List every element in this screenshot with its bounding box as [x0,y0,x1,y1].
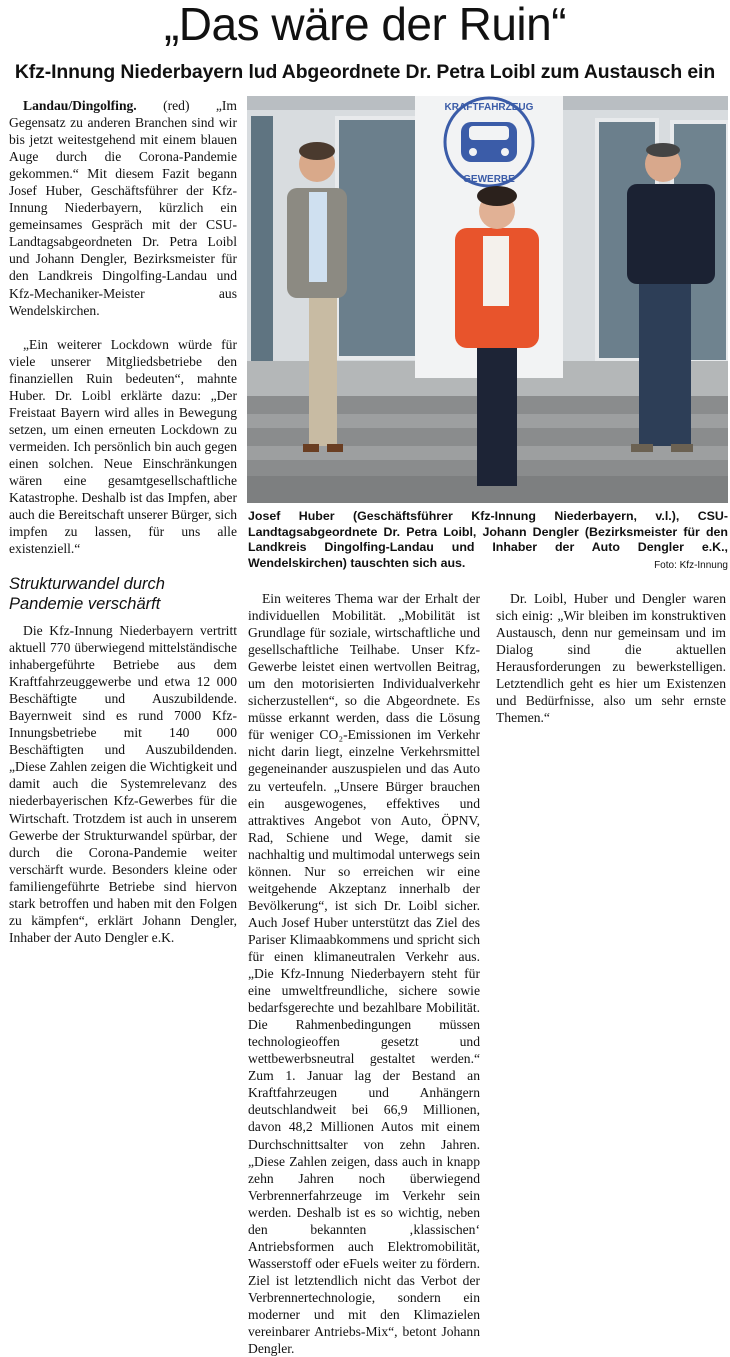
article-photo [247,96,728,503]
subheadline: Kfz-Innung Niederbayern lud Abgeordnete Dr. Petra Loibl zum Austausch ein [14,61,716,83]
crosshead: Strukturwandel durch Pandemie verschärft [9,575,165,613]
paragraph-4: Ein weiteres Thema war der Erhalt der individuellen Mobilität. „Mobilität ist Grundlage für soziale, wirtschaftliche und gesellschaftliche Teilhabe. Unser Kfz-Gewerbe leistet einen wertvollen Beitrag, um den motorisierten Individualverkehr sicherzustellen“, so die Abgeordnete. Es müsse erkannt werden, dass die Lösung für weniger CO₂-Emissionen im Verkehr nicht darin liegt, einzelne Verkehrsmittel gegeneinander auszuspielen und das Auto zu verteufeln. „Unsere Bürger brauchen ein ausgewogenes, effektives und attraktives Angebot von Auto, ÖPNV, Rad, Schiene und Wege, damit sie nachhaltig und multimodal unterwegs sein können. Nur so erreichen wir eine weitgehende Akzeptanz innerhalb der Bevölkerung“, ist sich Dr. Loibl sicher. Auch Josef Huber unterstützt das Ziel des Pariser Klimaabkommens und spricht sich für einen klimaneutralen Verkehr aus. „Die Kfz-Innung Niederbayern steht für eine umweltfreundliche, sichere sowie bedarfsgerechte und bezahlbare Mobilität. Die Rahmenbedingungen müssen technologieoffen gesetzt und wettbewerbsneutral gestaltet werden.“ Zum 1. Januar lag der Bestand an Kraftfahrzeugen und Anhängern deutschlandweit bei 66,9 Millionen, davon 48,2 Millionen Autos mit einem Durchschnittsalter von zehn Jahren. „Diese Zahlen zeigen, dass auch in knapp zehn Jahren noch überwiegend Verbrennerfahrzeuge im Verkehr sein werden. Deshalb ist es so wichtig, neben den bekannten ‚klassischen‘ Antriebsformen auch Elektromobilität, Wasserstoff oder eFuels weiter zu fördern. Ziel ist letztendlich nicht das Verbot der Verbrennertechnologie, sondern ein moderner und mit den Klimazielen vereinbarer Antriebs-Mix“, betont Johann Dengler. [248,591,480,1357]
article-column-3 [496,590,726,726]
article-column-2 [248,590,480,1357]
banner-text-top: KRAFTFAHRZEUG [444,102,534,113]
photo-illustration [247,96,728,503]
caption-text: Josef Huber (Geschäftsführer Kfz-Innung Niederbayern, v.l.), CSU-Landtagsabgeordnete Dr. Petra Loibl, Johann Dengler (Bezirksmeister für den Landkreis Dingolfing-Landau und Inhaber der Auto Dengler e.K., Wendelskirchen) tauschten sich aus. [248,509,728,570]
paragraph-2: „Ein weiterer Lockdown würde für viele unserer Mitgliedsbetriebe den finanziellen Ruin bedeuten“, mahnte Huber. Dr. Loibl erklärte dazu: „Der Freistaat Bayern wird alles in Bewegung setzen, um einen erneuten Lockdown zu vermeiden. Ich persönlich bin auch gegen einen solchen. Neue Einschränkungen wären eine gesamtgesellschaftliche Katastrophe. Deshalb ist das Impfen, aber auch die Bereitschaft unserer Bürger, sich impfen zu lassen, für uns alle existenziell.“ [9,336,237,557]
article-column-1-bottom [9,622,237,946]
headline: „Das wäre der Ruin“ [163,0,567,50]
paragraph-5: Dr. Loibl, Huber und Dengler waren sich einig: „Wir bleiben im konstruktiven Austausch, denn nur gemeinsam und im Dialog sind die aktuellen Herausforderungen zu bewerkstelligen. Letztendlich geht es hier um Existenzen und Bedürfnisse, also um sehr ernste Themen.“ [496,591,726,726]
dateline: Landau/Dingolfing. [23,98,137,113]
paragraph-3: Die Kfz-Innung Niederbayern vertritt aktuell 770 überwiegend mittelständische inhabergeführte Betriebe aus dem Kraftfahrzeuggewerbe und etwa 12 000 Beschäftigte und Auszubildende. Bayernweit sind es rund 7000 Kfz-Innungsbetriebe mit 140 000 Beschäftigten und Auszubildenden. „Diese Zahlen zeigen die Wichtigkeit und damit auch die Systemrelevanz des niederbayerischen Kfz-Gewerbes für die Wirtschaft. Trotzdem ist auch in unserem Gewerbe der Strukturwandel spürbar, der durch die Corona-Pandemie weiter verschärft wurde. Besonders kleine oder familiengeführte Betriebe sind hiervon stark betroffen und haben mit den Folgen zu kämpfen“, erklärt Johann Dengler, Inhaber der Auto Dengler e.K. [9,623,237,945]
photo-caption [248,509,728,573]
banner-text-bottom: GEWERBE [463,174,515,185]
photo-credit: Foto: Kfz-Innung [654,559,728,571]
article-column-1-top [9,97,237,557]
paragraph-intro [9,97,237,319]
paragraph-1-text: (red) „Im Gegensatz zu anderen Branchen sind wir bis jetzt weitestgehend mit einem blauen Auge durch die Corona-Pandemie gekommen.“ Mit diesem Fazit begann Josef Huber, Geschäftsführer der Kfz-Innung Niederbayern, kürzlich ein gemeinsames Gespräch mit der CSU-Landtagsabgeordneten Dr. Petra Loibl und Johann Dengler, Bezirksmeister für den Landkreis Dingolfing-Landau und Kfz-Mechaniker-Meister aus Wendelskirchen. [9,98,237,318]
